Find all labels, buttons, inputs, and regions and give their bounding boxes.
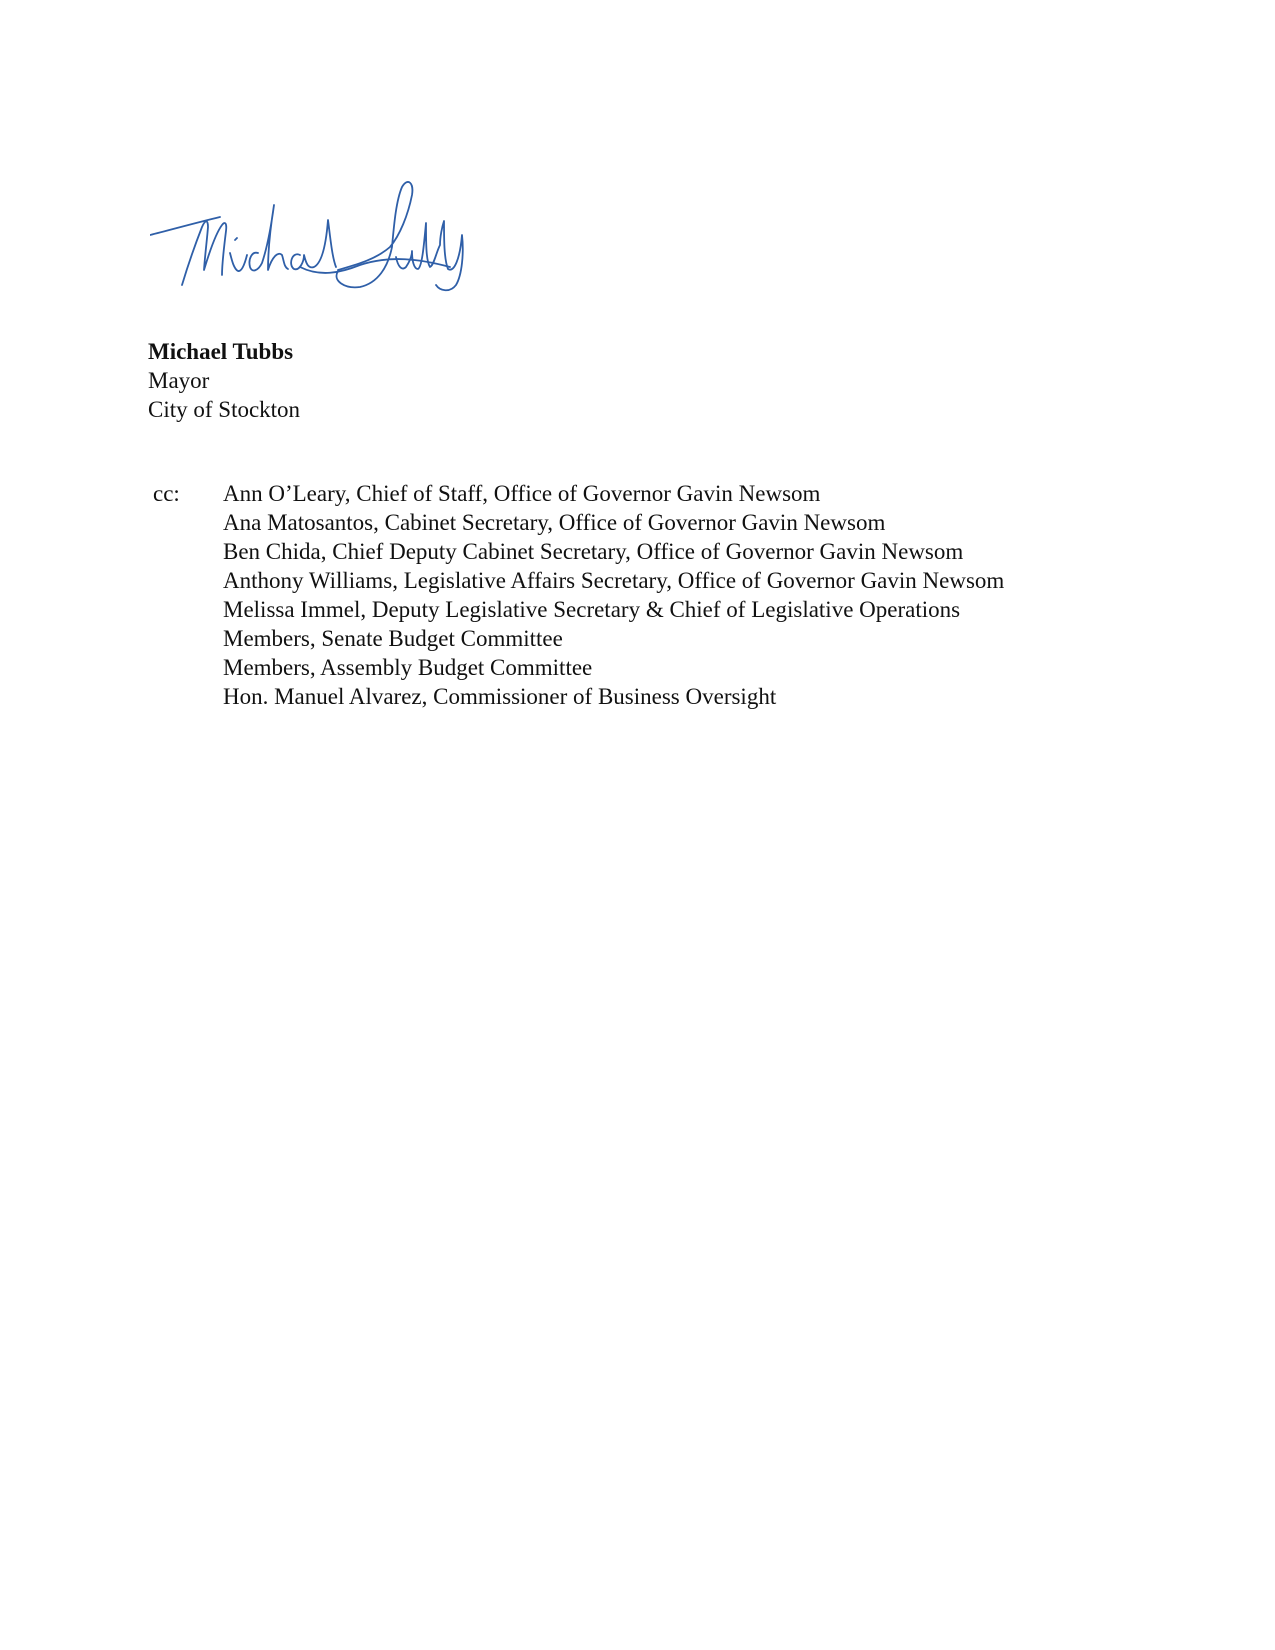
cc-section (153, 479, 1004, 711)
cc-recipient: Hon. Manuel Alvarez, Commissioner of Business Oversight (223, 684, 777, 709)
cc-recipient: Members, Assembly Budget Committee (223, 655, 593, 680)
cc-recipient: Members, Senate Budget Committee (223, 626, 563, 651)
cc-recipient: Ben Chida, Chief Deputy Cabinet Secretary, Office of Governor Gavin Newsom (223, 539, 964, 564)
signer-name: Michael Tubbs (148, 339, 294, 364)
cc-recipient-list (223, 479, 1004, 711)
signature-block (148, 337, 300, 424)
cc-recipient: Melissa Immel, Deputy Legislative Secretary & Chief of Legislative Operations (223, 597, 961, 622)
handwritten-signature (150, 175, 465, 305)
cc-recipient: Anthony Williams, Legislative Affairs Secretary, Office of Governor Gavin Newsom (223, 568, 1005, 593)
signer-title: Mayor (148, 368, 210, 393)
cc-recipient: Ana Matosantos, Cabinet Secretary, Office of Governor Gavin Newsom (223, 510, 886, 535)
cc-label: cc: (153, 481, 180, 506)
cc-recipient: Ann O’Leary, Chief of Staff, Office of Governor Gavin Newsom (223, 481, 821, 506)
signer-organization: City of Stockton (148, 397, 301, 422)
